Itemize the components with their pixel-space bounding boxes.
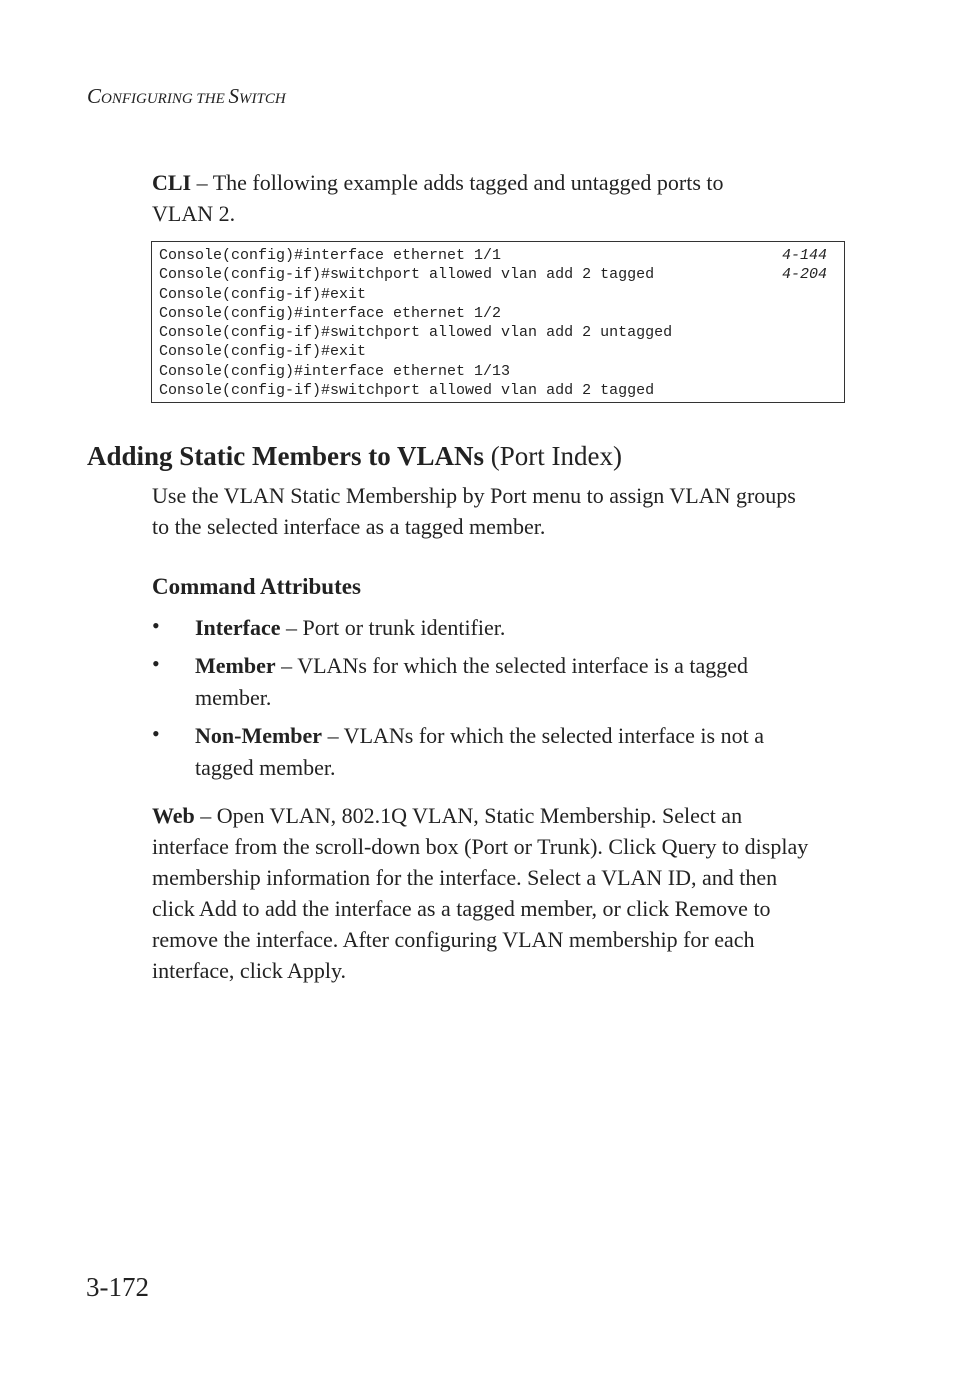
code-line-2	[152, 265, 844, 284]
web-label: Web	[152, 803, 195, 828]
code-line-8	[152, 381, 844, 400]
attribute-non-member	[195, 720, 820, 784]
code-line-6	[152, 342, 844, 361]
code-text: Console(config-if)#exit	[159, 285, 367, 303]
intro-line-2: to the selected interface as a tagged member.	[152, 514, 546, 539]
attribute-term: Non-Member	[195, 723, 323, 748]
bullet-dot: •	[152, 651, 160, 676]
code-text: Console(config)#interface ethernet 1/1	[159, 247, 502, 264]
bullet-dot: •	[152, 613, 160, 638]
cli-text-1: – The following example adds tagged and untagged ports to	[191, 170, 724, 195]
code-ref: 4-204	[782, 266, 828, 284]
web-line-6: interface, click Apply.	[152, 958, 347, 983]
cli-line-2: VLAN 2.	[152, 201, 236, 226]
attribute-desc: – VLANs for which the selected interface is a tagged member.	[195, 653, 749, 710]
page-number: 3-172	[86, 1272, 149, 1302]
running-header-initial-c: C	[87, 84, 102, 108]
running-header-part1: ONFIGURING THE	[101, 91, 229, 107]
cli-label: CLI	[152, 170, 192, 195]
web-line-5: remove the interface. After configuring VLAN membership for each	[152, 927, 755, 952]
section-heading	[87, 438, 622, 474]
intro-paragraph	[152, 480, 852, 542]
code-line-1	[152, 246, 844, 265]
web-text: – Open VLAN, 802.1Q VLAN, Static Membership. Select an	[194, 803, 743, 828]
code-line-4	[152, 304, 844, 323]
attribute-member	[195, 650, 795, 714]
section-heading-bold: Adding Static Members to VLANs	[87, 441, 484, 471]
code-example-box	[151, 241, 845, 403]
code-text: Console(config-if)#switchport allowed vlan add 2 untagged	[159, 324, 673, 342]
code-line-7	[152, 362, 844, 381]
code-line-5	[152, 323, 844, 342]
bullet-dot: •	[152, 721, 160, 746]
code-text: Console(config)#interface ethernet 1/13	[159, 362, 511, 380]
code-text: Console(config)#interface ethernet 1/2	[159, 304, 502, 322]
web-line-3: membership information for the interface. Select a VLAN ID, and then	[152, 865, 778, 890]
running-header	[87, 84, 286, 109]
intro-line-1: Use the VLAN Static Membership by Port menu to assign VLAN groups	[152, 483, 796, 508]
running-header-initial-s: S	[228, 84, 240, 108]
attribute-term: Member	[195, 653, 276, 678]
code-line-3	[152, 285, 844, 304]
code-text: Console(config-if)#switchport allowed vlan add 2 tagged	[159, 382, 655, 400]
cli-line-1	[152, 167, 852, 198]
attribute-interface	[195, 612, 835, 644]
attribute-term: Interface	[195, 615, 281, 640]
code-text: Console(config-if)#switchport allowed vlan add 2 tagged	[159, 266, 655, 284]
web-line-1	[152, 800, 872, 831]
attribute-desc: – Port or trunk identifier.	[280, 615, 506, 640]
web-line-4: click Add to add the interface as a tagged member, or click Remove to	[152, 896, 771, 921]
attribute-desc: – VLANs for which the selected interface is not a tagged member.	[195, 723, 764, 780]
cli-paragraph	[152, 167, 852, 229]
code-text: Console(config-if)#exit	[159, 343, 367, 361]
web-paragraph	[152, 800, 872, 986]
running-header-part2: WITCH	[239, 91, 286, 107]
command-attributes-heading: Command Attributes	[152, 574, 361, 599]
code-ref: 4-144	[782, 247, 828, 264]
section-heading-normal: (Port Index)	[484, 441, 622, 471]
web-line-2: interface from the scroll-down box (Port or Trunk). Click Query to display	[152, 834, 809, 859]
